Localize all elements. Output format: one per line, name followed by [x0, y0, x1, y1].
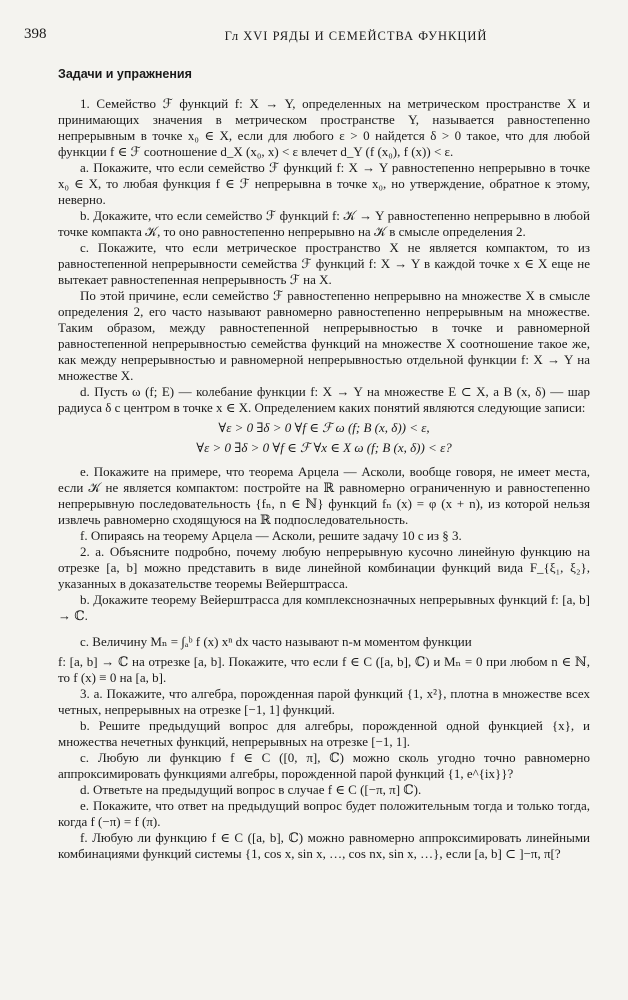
problem-3d: d. Ответьте на предыдущий вопрос в случае f ∈ C ([−π, π] ℂ).: [80, 782, 422, 797]
problem-2a: 2. a. Объясните подробно, почему любую непрерывную кусочно линейную функцию на отрезке [a, b] можно представить в виде линейной комбинации функций вида F_{ξ₁, ξ₂}, указанных в доказательстве теоремы Вейерштрасса.: [58, 544, 590, 591]
problem-1b: b. Докажите, что если семейство ℱ функций f: 𝒦 → Y равностепенно непрерывно в любой точке компакта 𝒦, то оно равностепенно непрерывно на 𝒦 в смысле определения 2.: [58, 208, 590, 239]
formula-1: ∀ε > 0 ∃δ > 0 ∀f ∈ ℱ ω (f; B (x, δ)) < ε,: [218, 420, 430, 435]
page-header: [24, 26, 598, 48]
section-title: Задачи и упражнения: [58, 67, 192, 81]
page-number: 398: [24, 26, 47, 42]
problem-1a: a. Покажите, что если семейство ℱ функций f: X → Y равностепенно непрерывно в точке x₀ ∈ X, то любая функция f ∈ ℱ непрерывна в точке x₀, но утверждение, обратное к этому, неверно.: [58, 160, 590, 207]
problem-1-statement: 1. Семейство ℱ функций f: X → Y, определенных на метрическом пространстве X и принимающих значения в метрическом пространстве Y, называется равностепенно непрерывным в точке x₀ ∈ X, если для любого ε > 0 найдется δ > 0 такое, что для любой функции f ∈ ℱ соотношение d_X (x₀, x) < ε влечет d_Y (f (x₀), f (x)) < ε.: [58, 96, 590, 159]
problem-2c: f: [a, b] → ℂ на отрезке [a, b]. Покажите, что если f ∈ C ([a, b], ℂ) и Mₙ = 0 при любом n ∈ ℕ, то f (x) ≡ 0 на [a, b].: [58, 654, 590, 685]
problem-1d: d. Пусть ω (f; E) — колебание функции f: X → Y на множестве E ⊂ X, а B (x, δ) — шар радиуса δ с центром в точке x ∈ X. Определением каких понятий являются следующие записи:: [58, 384, 590, 415]
problem-3c: c. Любую ли функцию f ∈ C ([0, π], ℂ) можно сколь угодно точно равномерно аппроксимировать функциями алгебры, порожденной парой функций {1, e^{ix}}?: [58, 750, 590, 781]
problem-1e: e. Покажите на примере, что теорема Арцела — Асколи, вообще говоря, не имеет места, если 𝒦 не является компактом: постройте на ℝ равномерно ограниченную и равностепенно непрерывную последовательность {fₙ, n ∈ ℕ} функций fₙ (x) = φ (x + n), из которой нельзя извлечь равномерно сходящуюся на ℝ подпоследовательность.: [58, 464, 590, 527]
problem-3b: b. Решите предыдущий вопрос для алгебры, порожденной одной функцией {x}, и множества нечетных функций, непрерывных на отрезке [−1, 1].: [58, 718, 590, 749]
running-title: Гл XVI РЯДЫ И СЕМЕЙСТВА ФУНКЦИЙ: [224, 29, 488, 43]
problem-3e: e. Покажите, что ответ на предыдущий вопрос будет положительным тогда и только тогда, когда f (−π) = f (π).: [58, 798, 590, 829]
problem-1c: c. Покажите, что если метрическое пространство X не является компактом, то из равностепенной непрерывности семейства ℱ функций f: X → Y в каждой точке x ∈ X еще не вытекает равностепенная непрерывность ℱ на X.: [58, 240, 590, 287]
problem-1-remark: По этой причине, если семейство ℱ равностепенно непрерывно на множестве X в смысле определения 2, его часто называют равномерно равностепенно непрерывным на множестве. Таким образом, между равностепенной непрерывностью в точке и равномерной равностепенной непрерывностью семейства функций на множестве X соотношение такое же, как между непрерывностью и равномерной непрерывностью отдельной функции f: X → Y на множестве X.: [58, 288, 590, 383]
problem-1f: f. Опираясь на теорему Арцела — Асколи, решите задачу 10 с из § 3.: [80, 528, 462, 543]
problem-3f: f. Любую ли функцию f ∈ C ([a, b], ℂ) можно равномерно аппроксимировать линейными комбинациями функций системы {1, cos x, sin x, …, cos nx, sin x, …}, если [a, b] ⊂ ]−π, π[?: [58, 830, 590, 861]
formula-2: ∀ε > 0 ∃δ > 0 ∀f ∈ ℱ ∀x ∈ X ω (f; B (x, δ)) < ε?: [196, 440, 452, 455]
problem-2b: b. Докажите теорему Вейерштрасса для комплекснозначных непрерывных функций f: [a, b] → ℂ.: [58, 592, 590, 623]
page-body: [58, 66, 590, 862]
problem-3a: 3. a. Покажите, что алгебра, порожденная парой функций {1, x²}, плотна в множестве всех четных, непрерывных на отрезке [−1, 1] функций.: [58, 686, 590, 717]
problem-2c-integral: c. Величину Mₙ = ∫ₐᵇ f (x) xⁿ dx часто называют n-м моментом функции: [80, 634, 472, 649]
